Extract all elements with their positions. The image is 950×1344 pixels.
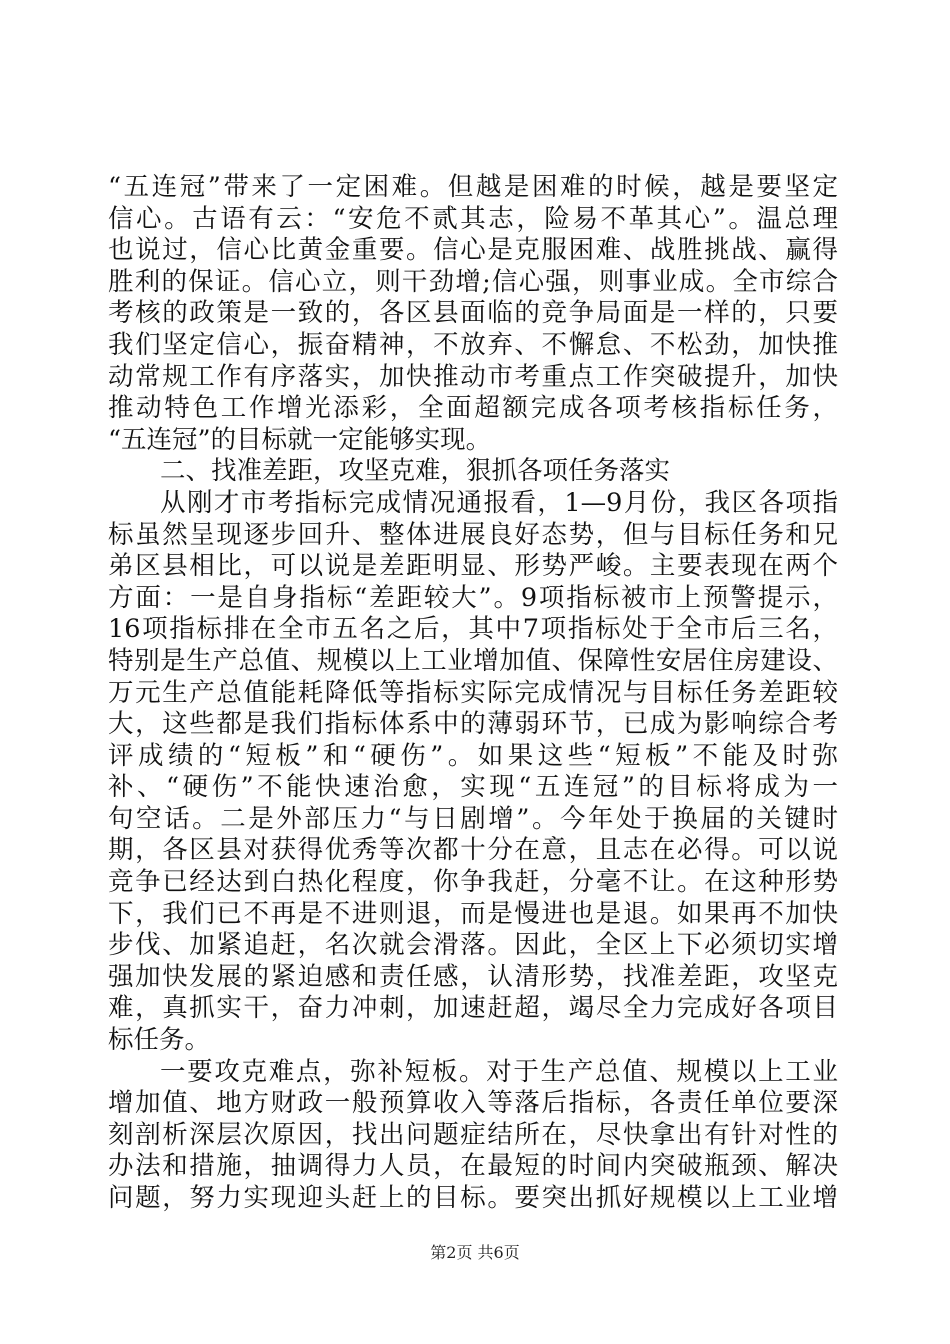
text-line: 也说过，信心比黄金重要。信心是克服困难、战胜挑战、赢得: [108, 235, 838, 266]
text-line: 考核的政策是一致的，各区县面临的竞争局面是一样的，只要: [108, 298, 838, 329]
text-line: 强加快发展的紧迫感和责任感，认清形势，找准差距，攻坚克: [108, 961, 838, 992]
text-line: 难，真抓实干，奋力冲刺，加速赶超，竭尽全力完成好各项目: [108, 993, 838, 1024]
text-line: 步伐、加紧追赶，名次就会滑落。因此，全区上下必须切实增: [108, 930, 838, 961]
text-line: 胜利的保证。信心立，则干劲增;信心强，则事业成。全市综合: [108, 266, 838, 297]
text-line: 下，我们已不再是不进则退，而是慢进也是退。如果再不加快: [108, 898, 838, 929]
text-line: 弟区县相比，可以说是差距明显、形势严峻。主要表现在两个: [108, 551, 838, 582]
text-line: “五连冠”的目标就一定能够实现。: [108, 424, 492, 455]
text-line: 从刚才市考指标完成情况通报看，1—9月份，我区各项指: [160, 487, 838, 518]
text-line: 评成绩的“短板”和“硬伤”。如果这些“短板”不能及时弥: [108, 740, 838, 771]
text-line: 增加值、地方财政一般预算收入等落后指标，各责任单位要深: [108, 1088, 838, 1119]
text-line: 二、找准差距，攻坚克难，狠抓各项任务落实: [160, 456, 671, 487]
text-line: 推动特色工作增光添彩，全面超额完成各项考核指标任务，: [108, 393, 838, 424]
text-line: 标任务。: [108, 1025, 211, 1056]
text-line: 我们坚定信心，振奋精神，不放弃、不懈怠、不松劲，加快推: [108, 329, 838, 360]
text-line: 期，各区县对获得优秀等次都十分在意，且志在必得。可以说: [108, 835, 838, 866]
text-line: 特别是生产总值、规模以上工业增加值、保障性安居住房建设、: [108, 645, 838, 676]
text-line: 办法和措施，抽调得力人员，在最短的时间内突破瓶颈、解决: [108, 1151, 838, 1182]
page-footer: 第2页 共6页: [430, 1243, 520, 1262]
text-line: 信心。古语有云：“安危不贰其志，险易不革其心”。温总理: [108, 203, 838, 234]
text-line: 万元生产总值能耗降低等指标实际完成情况与目标任务差距较: [108, 677, 838, 708]
text-line: 16项指标排在全市五名之后，其中7项指标处于全市后三名，: [108, 614, 838, 645]
text-line: 大，这些都是我们指标体系中的薄弱环节，已成为影响综合考: [108, 709, 838, 740]
text-line: 句空话。二是外部压力“与日剧增”。今年处于换届的关键时: [108, 803, 838, 834]
text-line: 动常规工作有序落实，加快推动市考重点工作突破提升，加快: [108, 361, 838, 392]
text-line: 补、“硬伤”不能快速治愈，实现“五连冠”的目标将成为一: [108, 772, 838, 803]
document-body: [108, 172, 838, 1215]
text-line: 方面：一是自身指标“差距较大”。9项指标被市上预警提示，: [108, 582, 838, 613]
text-line: 问题，努力实现迎头赶上的目标。要突出抓好规模以上工业增: [108, 1183, 838, 1213]
text-line: 一要攻克难点，弥补短板。对于生产总值、规模以上工业: [160, 1056, 838, 1087]
text-line: 标虽然呈现逐步回升、整体进展良好态势，但与目标任务和兄: [108, 519, 838, 550]
text-line: “五连冠”带来了一定困难。但越是困难的时候，越是要坚定: [108, 172, 838, 202]
text-line: 竞争已经达到白热化程度，你争我赶，分毫不让。在这种形势: [108, 867, 838, 898]
text-line: 刻剖析深层次原因，找出问题症结所在，尽快拿出有针对性的: [108, 1119, 838, 1150]
